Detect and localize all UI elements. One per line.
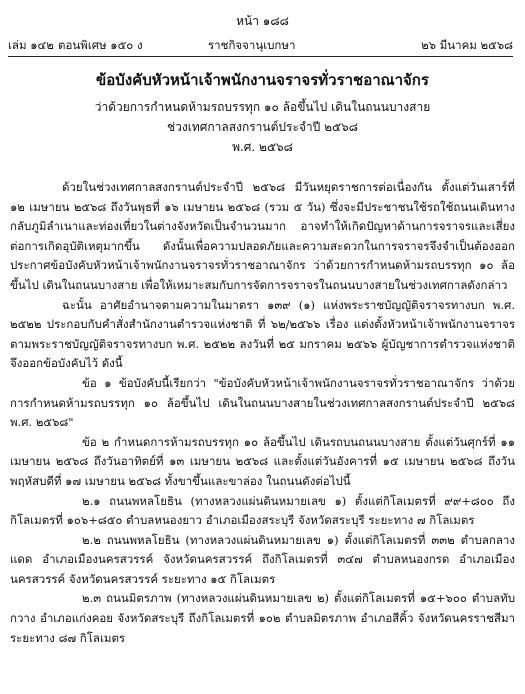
document-title: ข้อบังคับหัวหน้าเจ้าพนักงานจราจรทั่วราชอาณาจักร	[96, 71, 429, 89]
header-divider	[8, 56, 513, 57]
gazette-header	[8, 37, 513, 53]
clause-2: ข้อ ๒ กำหนดการห้ามรถบรรทุก ๑๐ ล้อขึ้นไป เดินรถบนถนนบางสาย ตั้งแต่วันศุกร์ที่ ๑๑ เมษายน ๒๕๖๘ ถึงวันอาทิตย์ที่ ๑๓ เมษายน ๒๕๖๘ และตั้งแต่วันอังคารที่ ๑๕ เมษายน ๒๕๖๘ ถึงวันพฤหัสบดีที่ ๑๗ เมษายน ๒๕๖๘ ทั้งขาขึ้นและขาล่อง ในถนนดังต่อไปนี้	[10, 434, 515, 488]
clause-1: ข้อ ๑ ข้อบังคับนี้เรียกว่า "ข้อบังคับหัวหน้าเจ้าพนักงานจราจรทั่วราชอาณาจักร ว่าด้วยการกำหนดห้ามรถบรรทุก ๑๐ ล้อขึ้นไป เดินในถนนบางสายในช่วงเทศกาลสงกรานต์ประจำปี ๒๕๖๘ พ.ศ. ๒๕๖๘"	[10, 375, 515, 430]
publication-date: ๒๖ มีนาคม ๒๕๖๘	[421, 38, 513, 52]
volume-label: เล่ม ๑๔๒	[8, 38, 54, 52]
section-label: ตอนพิเศษ ๑๕๐ ง	[58, 38, 143, 52]
gazette-name: ราชกิจจานุเบกษา	[208, 38, 296, 52]
clause-2-2: ๒.๒ ถนนพหลโยธิน (ทางหลวงแผ่นดินหมายเลข ๑) ตั้งแต่กิโลเมตรที่ ๓๓๒ ตำบลกลางแดด อำเภอเมืองนครสวรรค์ จังหวัดนครสวรรค์ ถึงกิโลเมตรที่ ๓๔๗ ตำบลหนองกรด อำเภอเมืองนครสวรรค์ จังหวัดนครสวรรค์ ระยะทาง ๑๕ กิโลเมตร	[10, 532, 515, 586]
preamble-paragraph: ด้วยในช่วงเทศกาลสงกรานต์ประจำปี ๒๕๖๘ มีวันหยุดราชการต่อเนื่องกัน ตั้งแต่วันเสาร์ที่ ๑๒ เมษายน ๒๕๖๘ ถึงวันพุธที่ ๑๖ เมษายน ๒๕๖๘ (รวม ๕ วัน) ซึ่งจะมีประชาชนใช้รถใช้ถนนเดินทางกลับภูมิลำเนาและท่องเที่ยวในต่างจังหวัดเป็นจำนวนมาก อาจทำให้เกิดปัญหาด้านการจราจรและเสี่ยงต่อการเกิดอุบัติเหตุมากขึ้น ดังนั้นเพื่อความปลอดภัยและความสะดวกในการจราจรจึงจำเป็นต้องออกประกาศข้อบังคับหัวหน้าเจ้าพนักงานจราจรทั่วราชอาณาจักร ว่าด้วยการกำหนดห้ามรถบรรทุก ๑๐ ล้อขึ้นไป เดินในถนนบางสาย เพื่อให้เหมาะสมกับการจัดการจราจรในถนนบางสายในช่วงเทศกาลดังกล่าว	[10, 180, 515, 292]
authority-paragraph: ฉะนั้น อาศัยอำนาจตามความในมาตรา ๑๓๙ (๑) แห่งพระราชบัญญัติจราจรทางบก พ.ศ. ๒๕๒๒ ประกอบกับคำสั่งสำนักงานตำรวจแห่งชาติ ที่ ๖๒/๒๕๖๖ เรื่อง แต่งตั้งหัวหน้าเจ้าพนักงานจราจรตามพระราชบัญญัติจราจรทางบก พ.ศ. ๒๕๒๒ ลงวันที่ ๒๕ มกราคม ๒๕๖๖ ผู้บัญชาการตำรวจแห่งชาติจึงออกข้อบังคับไว้ ดังนี้	[10, 297, 515, 371]
clause-2-3: ๒.๓ ถนนมิตรภาพ (ทางหลวงแผ่นดินหมายเลข ๒) ตั้งแต่กิโลเมตรที่ ๑๕+๖๐๐ ตำบลทับกวาง อำเภอแก่งคอย จังหวัดสระบุรี ถึงกิโลเมตรที่ ๑๐๒ ตำบลมิตรภาพ อำเภอสีคิ้ว จังหวัดนครราชสีมา ระยะทาง ๘๗ กิโลเมตร	[10, 591, 515, 645]
document-year: พ.ศ. ๒๕๖๘	[232, 140, 293, 154]
document-subtitle: ว่าด้วยการกำหนดห้ามรถบรรทุก ๑๐ ล้อขึ้นไป เดินในถนนบางสาย	[94, 100, 431, 114]
clause-2-1: ๒.๑ ถนนพหลโยธิน (ทางหลวงแผ่นดินหมายเลข ๑) ตั้งแต่กิโลเมตรที่ ๙๙+๘๐๐ ถึงกิโลเมตรที่ ๑๐๖+๘๕๐ ตำบลหนองยาว อำเภอเมืองสระบุรี จังหวัดสระบุรี ระยะทาง ๗ กิโลเมตร	[10, 493, 515, 528]
document-body	[10, 178, 515, 648]
page-number: หน้า ๑๘๘	[236, 14, 289, 28]
document-subtitle-period: ช่วงเทศกาลสงกรานต์ประจำปี ๒๕๖๘	[167, 120, 358, 134]
